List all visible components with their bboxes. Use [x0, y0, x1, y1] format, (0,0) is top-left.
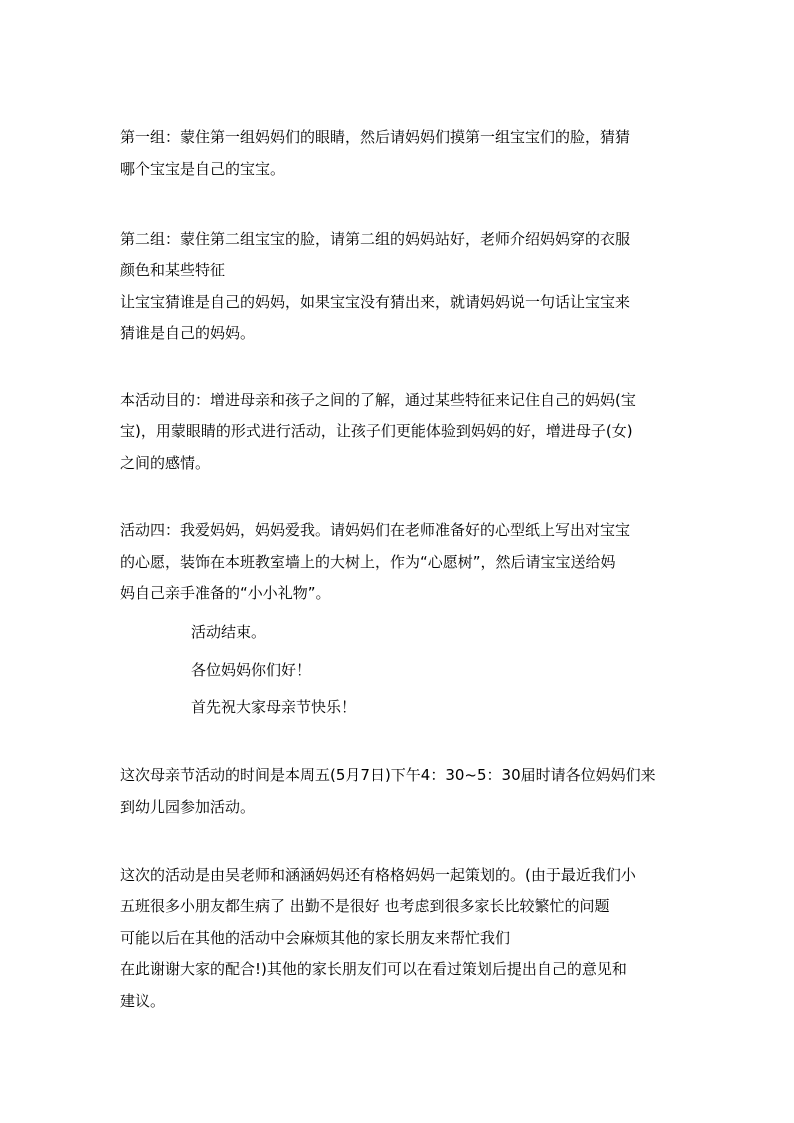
paragraph-line: 之间的感情。: [120, 454, 211, 472]
paragraph-line: 建议。: [120, 992, 166, 1010]
paragraph-line: 第一组：蒙住第一组妈妈们的眼睛，然后请妈妈们摸第一组宝宝们的脸，猜猜: [120, 128, 631, 146]
paragraph-line: 这次的活动是由吴老师和涵涵妈妈还有格格妈妈一起策划的。(由于最近我们小: [120, 866, 636, 884]
paragraph-line: 的心愿，装饰在本班教室墙上的大树上，作为“心愿树”，然后请宝宝送给妈: [120, 553, 616, 571]
indented-line: 各位妈妈你们好！: [191, 661, 312, 679]
paragraph-line: 猜谁是自己的妈妈。: [120, 324, 256, 342]
paragraph-line: 让宝宝猜谁是自己的妈妈，如果宝宝没有猜出来，就请妈妈说一句话让宝宝来: [120, 293, 631, 311]
paragraph-line: 妈自己亲手准备的“小小礼物”。: [120, 584, 331, 602]
paragraph-line: 颜色和某些特征: [120, 261, 226, 279]
paragraph-line: 这次母亲节活动的时间是本周五(5月7日)下午4：30~5：30届时请各位妈妈们来: [120, 766, 656, 784]
indented-line: 活动结束。: [191, 623, 267, 641]
paragraph-line: 五班很多小朋友都生病了 出勤不是很好 也考虑到很多家长比较繁忙的问题: [120, 897, 610, 915]
paragraph-line: 宝)，用蒙眼睛的形式进行活动，让孩子们更能体验到妈妈的好，增进母子(女): [120, 422, 633, 440]
paragraph-line: 第二组：蒙住第二组宝宝的脸，请第二组的妈妈站好，老师介绍妈妈穿的衣服: [120, 230, 631, 248]
paragraph-line: 哪个宝宝是自己的宝宝。: [120, 160, 286, 178]
paragraph-line: 到幼儿园参加活动。: [120, 798, 256, 816]
paragraph-line: 可能以后在其他的活动中会麻烦其他的家长朋友来帮忙我们: [120, 929, 511, 947]
paragraph-line: 在此谢谢大家的配合!)其他的家长朋友们可以在看过策划后提出自己的意见和: [120, 960, 627, 978]
indented-line: 首先祝大家母亲节快乐！: [191, 698, 357, 716]
paragraph-line: 活动四：我爱妈妈，妈妈爱我。请妈妈们在老师准备好的心型纸上写出对宝宝: [120, 521, 631, 539]
paragraph-line: 本活动目的：增进母亲和孩子之间的了解，通过某些特征来记住自己的妈妈(宝: [120, 391, 636, 409]
